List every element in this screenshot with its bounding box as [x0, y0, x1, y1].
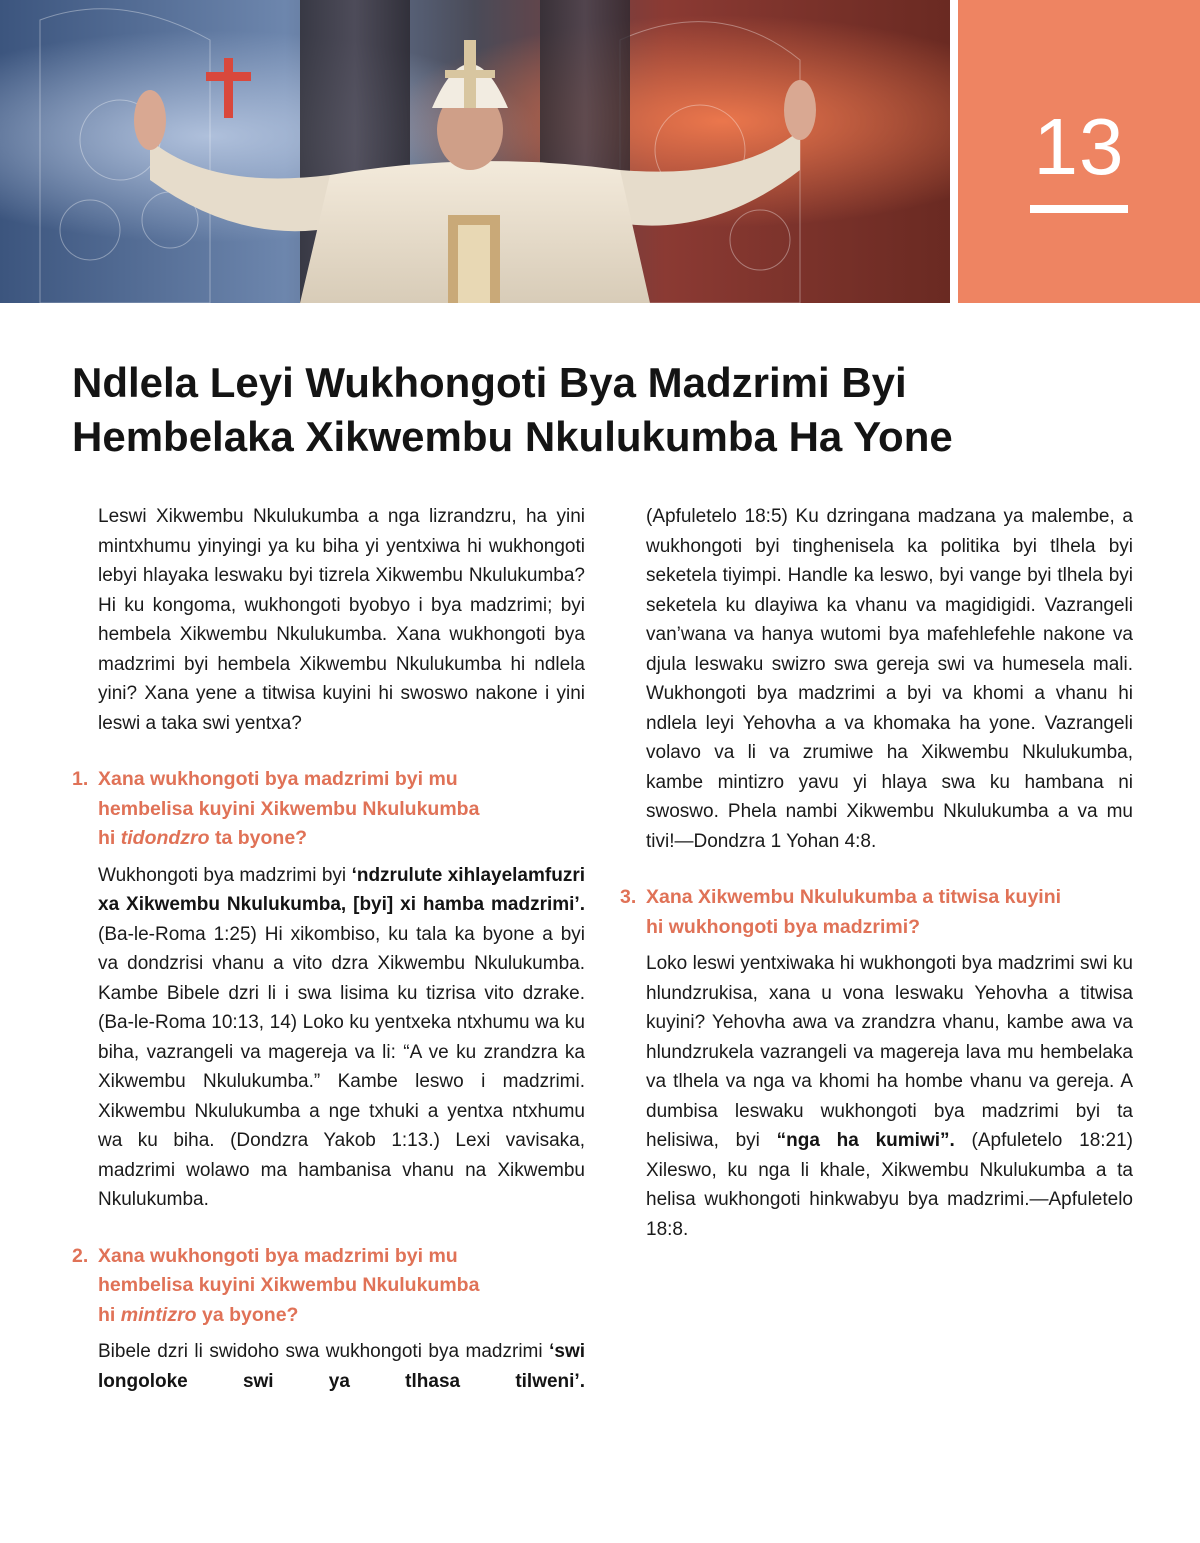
title-line-2: Hembelaka Xikwembu Nkulukumba Ha Yone [72, 413, 953, 460]
answer-1-quote: ‘ndzrulute xihlayelamfuzri xa Xikwembu Nkulukumba, [byi] xi hamba madzrimi’. [98, 864, 586, 915]
intro-paragraph: Leswi Xikwembu Nkulukumba a nga lizrandzru, ha yini mintxhumu yinyingi ya ku biha yi yentxiwa hi wukhongoti lebyi hlayaka leswaku byi tizrela Xikwembu Nkulukumba? Hi ku kongoma, wukhongoti byobyo i bya madzrimi; byi hembela Xikwembu Nkulukumba. Xana wukhongoti bya madzrimi byi hembela Xikwembu Nkulukumba hi ndlela yini? Xana yene a titwisa kuyini hi swoswo nakone i yini leswi a taka swi yentxa? [98, 506, 585, 734]
question-1-heading [72, 765, 585, 854]
banner-divider [950, 0, 958, 303]
answer-3-text-rest: (Apfuletelo 18:21) Xileswo, ku nga li khale, Xikwembu Nkulukumba a ta helisa wukhongoti hinkwabyu bya madzrimi.—Apfuletelo 18:8. [646, 1130, 1133, 1240]
answer-3-paragraph [646, 949, 1133, 1244]
left-column [72, 502, 586, 1396]
question-2-heading [72, 1242, 585, 1331]
question-3-line-2: hi wukhongoti bya madzrimi? [646, 915, 921, 938]
answer-2-paragraph-continued: (Apfuletelo 18:5) Ku dzringana madzana ya malembe, a wukhongoti byi tinghenisela ka politika byi tlhela byi seketela tiyimpi. Handle ka leswo, byi vange byi tlhela byi seketela ku dlayiwa ka vhanu va magidigidi. Vazrangeli van’wana va hanya wutomi bya mafehlefehle nakone va djula leswaku swizro swa gereja swi va humesela mali. Wukhongoti bya madzrimi a byi va khomi a vhanu hi ndlela leyi Yehovha a va khomaka ha yone. Vazrangeli volavo va li va zrumiwe ha Xikwembu Nkulukumba, kambe mintizro yavu yi hlaya swa ku hambana ni swoswo. Phela nambi Xikwembu Nkulukumba a va mu tivi!—Dondzra 1 Yohan 4:8. [646, 506, 1133, 852]
question-2-number: 2. [72, 1244, 89, 1267]
header-banner [0, 0, 1200, 303]
answer-2-text-start: Bibele dzri li swidoho swa wukhongoti bya madzrimi [98, 1341, 550, 1362]
hero-image [0, 0, 950, 303]
question-1-line-2: hembelisa kuyini Xikwembu Nkulukumba [98, 797, 480, 820]
answer-3-quote: “nga ha kumiwi”. [776, 1130, 955, 1151]
right-column [620, 502, 1133, 1244]
question-1-number: 1. [72, 768, 89, 790]
answer-1-paragraph [98, 861, 585, 1215]
lesson-number-box [958, 0, 1200, 303]
question-2-emphasis: mintizro [120, 1303, 197, 1326]
answer-2-paragraph-start [98, 1337, 585, 1396]
question-2-line-3-pre: hi [98, 1303, 121, 1326]
question-3-heading [620, 883, 1133, 942]
lesson-number: 13 [1033, 102, 1125, 191]
title-line-1: Ndlela Leyi Wukhongoti Bya Madzrimi Byi [72, 359, 907, 406]
question-2-line-3-post: ya byone? [196, 1303, 299, 1326]
answer-2-quote: ‘swi longoloke swi ya tlhasa tilweni’. [98, 1341, 585, 1392]
answer-1-text-rest: (Ba-le-Roma 1:25) Hi xikombiso, ku tala ka byone a byi va dondzrisi vhanu a vito dzra Xikwembu Nkulukumba. Kambe Bibele dzri li i swa lisima ku tizrisa vito dzrake. (Ba-le-Roma 10:13, 14) Loko ku yentxeka ntxhumu wa ku biha, vazrangeli va magereja va li: “A ve ku zrandzra ka Xikwembu Nkulukumba.” Kambe leswo i madzrimi. Xikwembu Nkulukumba a nge txhuki a yentxa ntxhumu wa ku biha. (Dondzra Yakob 1:13.) Lexi vavisaka, madzrimi wolawo ma hambanisa vhanu na Xikwembu Nkulukumba. [98, 923, 585, 1210]
question-2-line-2: hembelisa kuyini Xikwembu Nkulukumba [98, 1274, 480, 1296]
page-title [72, 356, 1132, 464]
question-1-line-3-pre: hi [98, 827, 121, 849]
question-3-number: 3. [620, 886, 637, 908]
lesson-number-underline [1030, 205, 1128, 213]
question-1-line-1: Xana wukhongoti bya madzrimi byi mu [98, 768, 458, 790]
question-3-line-1: Xana Xikwembu Nkulukumba a titwisa kuyini [646, 886, 1062, 908]
question-1-emphasis: tidondzro [120, 827, 210, 849]
question-2-line-1: Xana wukhongoti bya madzrimi byi mu [98, 1244, 458, 1267]
answer-1-text-start: Wukhongoti bya madzrimi byi [98, 864, 352, 886]
answer-3-text-start: Loko leswi yentxiwaka hi wukhongoti bya madzrimi swi ku hlundzrukisa, xana u vona leswaku Yehovha a titwisa kuyini? Yehovha awa va zrandzra vhanu, kambe awa va hlundzrukela vazrangeli va magereja lava mu hembelaka va tlhela va nga va khomi ha hombe vhanu va gereja. A dumbisa leswaku wukhongoti bya madzrimi byi ta helisiwa, byi [646, 953, 1133, 1151]
question-1-line-3-post: ta byone? [209, 827, 308, 849]
